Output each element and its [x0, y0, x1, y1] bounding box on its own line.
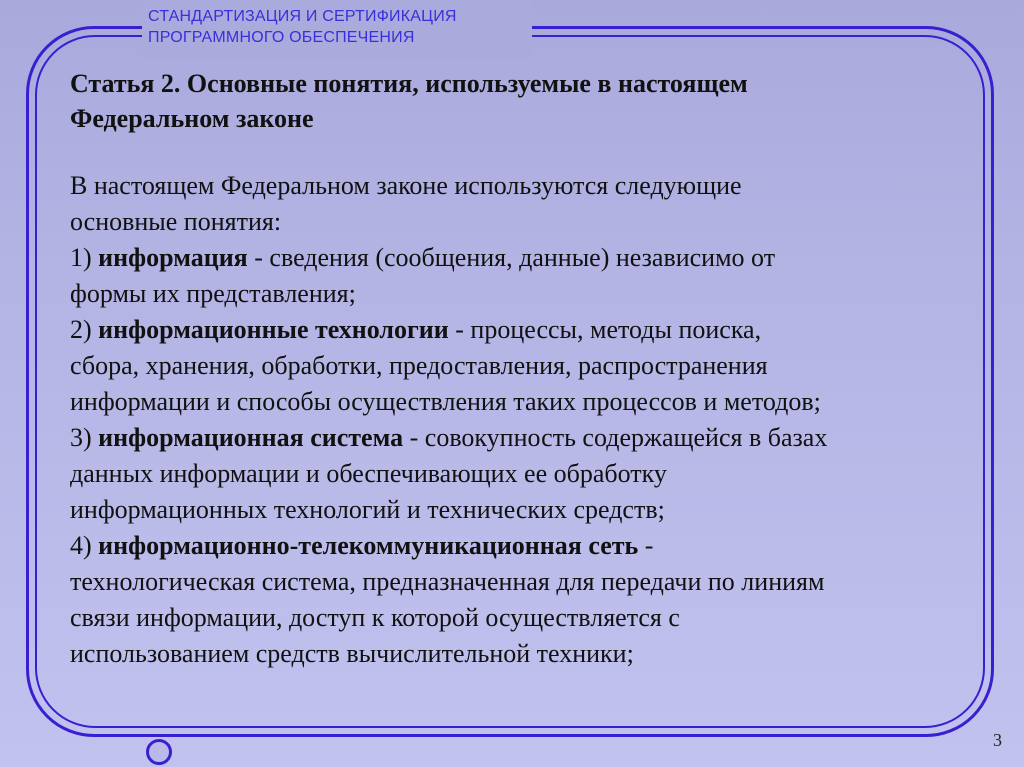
item-text: данных информации и обеспечивающих ее обработку [70, 459, 667, 488]
item-text: связи информации, доступ к которой осуществляется с [70, 603, 680, 632]
item-term: информационно-телекоммуникационная сеть [98, 531, 639, 560]
item-text: формы их представления; [70, 279, 356, 308]
intro-line-2: основные понятия: [70, 207, 282, 236]
definition-item-4 [70, 528, 990, 672]
item-text: информации и способы осуществления таких процессов и методов; [70, 387, 821, 416]
item-number: 3) [70, 423, 92, 452]
article-content [70, 66, 990, 672]
item-text: - сведения (сообщения, данные) независимо от [247, 243, 776, 272]
item-term: информационная система [98, 423, 404, 452]
article-intro [70, 168, 990, 240]
intro-line-1: В настоящем Федеральном законе используются следующие [70, 171, 742, 200]
page-number: 3 [993, 730, 1002, 750]
article-title [70, 66, 990, 136]
definition-item-3 [70, 420, 990, 528]
circle-icon [146, 739, 172, 765]
item-text: информационных технологий и технических средств; [70, 495, 665, 524]
item-text: использованием средств вычислительной техники; [70, 639, 634, 668]
header-line-2: ПРОГРАММНОГО ОБЕСПЕЧЕНИЯ [148, 29, 415, 46]
header-line-1: СТАНДАРТИЗАЦИЯ И СЕРТИФИКАЦИЯ [148, 8, 457, 25]
item-text: - процессы, методы поиска, [448, 315, 762, 344]
item-text: сбора, хранения, обработки, предоставления, распространения [70, 351, 768, 380]
definition-item-1 [70, 240, 990, 312]
item-text: технологическая система, предназначенная для передачи по линиям [70, 567, 825, 596]
definition-item-2 [70, 312, 990, 420]
article-title-line-2: Федеральном законе [70, 104, 314, 133]
item-term: информация [98, 243, 248, 272]
item-number: 2) [70, 315, 92, 344]
article-title-line-1: Статья 2. Основные понятия, используемые в настоящем [70, 69, 748, 98]
item-text: - [638, 531, 654, 560]
slide-header [148, 6, 528, 48]
item-text: - совокупность содержащейся в базах [403, 423, 828, 452]
item-number: 4) [70, 531, 92, 560]
item-number: 1) [70, 243, 92, 272]
item-term: информационные технологии [98, 315, 449, 344]
